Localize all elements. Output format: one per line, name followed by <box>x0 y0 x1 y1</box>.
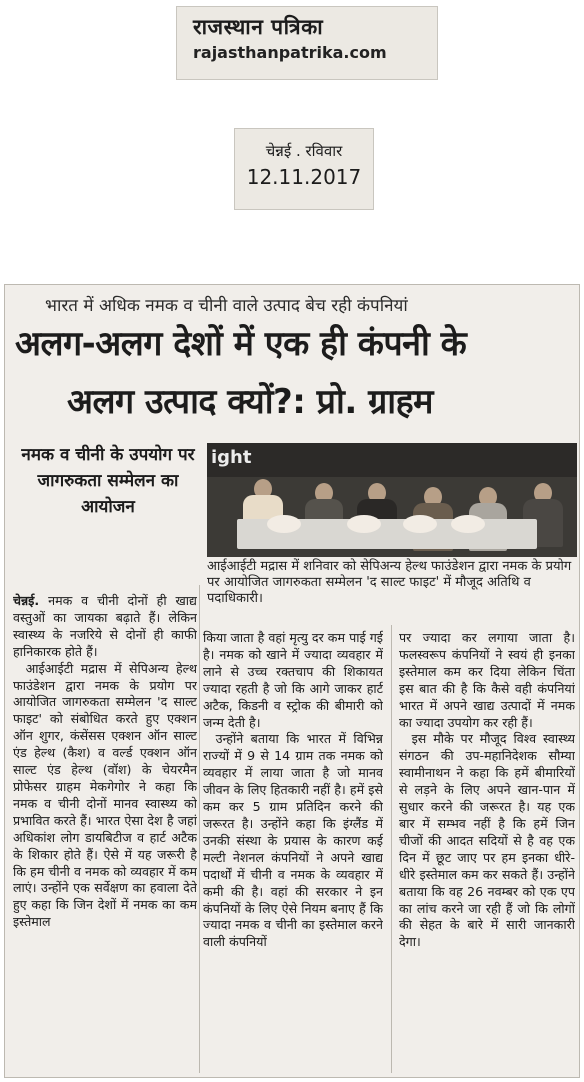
newspaper-website: rajasthanpatrika.com <box>193 43 387 62</box>
photo-caption: आईआईटी मद्रास में शनिवार को सेपिअन्य हेल्थ फाउंडेशन द्वारा नमक के प्रयोग पर आयोजित जागरुकता सम्मेलन 'द साल्ट फाइट' में मौजूद अतिथि व पदाधिकारी। <box>207 559 572 606</box>
paragraph: आईआईटी मद्रास में सेपिअन्य हेल्थ फाउंडेशन द्वारा नमक के प्रयोग पर आयोजित जागरुकता सम्मेलन 'द साल्ट फाइट' को संबोधित करते हुए एक्शन ऑन शुगर, कंसेंसस एक्शन ऑन साल्ट एंड हेल्थ (कैश) व वर्ल्ड एक्शन ऑन साल्ट एंड हेल्थ (वॉश) के चेयरमैन प्रोफेसर ग्राहम मेकगेगोर ने कहा कि नमक व चीनी दोनों मानव स्वास्थ्य को प्रभावित करते हैं। भारत ऐसा देश है जहां अधिकांश लोग डायबिटीज व हार्ट अटैक के शिकार होते हैं। ऐसे में यह जरूरी है कि हम चीनी व नमक को व्यवहार में कम लाएं। उन्होंने एक सर्वेक्षण का हवाला देते हुए कहा कि जिन देशों में नमक का कम इस्तेमाल <box>13 660 197 930</box>
flower-bouquet <box>451 515 485 533</box>
masthead-clipping <box>176 6 438 80</box>
newspaper-name: राजस्थान पत्रिका <box>193 15 324 39</box>
headline-line-1: अलग-अलग देशों में एक ही कंपनी के <box>15 324 467 364</box>
flower-bouquet <box>403 515 437 533</box>
article-clipping <box>4 284 580 1078</box>
paragraph: पर ज्यादा कर लगाया जाता है। फलस्वरूप कंपनियों ने स्वयं ही इनका इस्तेमाल कम कर दिया लेकिन चिंता इस बात की है कि कैसे वही कंपनियां भारत में अपने खाद्य उत्पादों में नमक का ज्यादा उपयोग कर रही हैं। <box>399 630 575 730</box>
body-column-2 <box>203 630 383 1075</box>
event-photo <box>207 443 577 557</box>
flower-bouquet <box>267 515 301 533</box>
lead-dateline: चेन्नई. <box>13 593 40 608</box>
column-divider <box>391 625 392 1073</box>
paragraph: इस मौके पर मौजूद विश्व स्वास्थ्य संगठन की उप-महानिदेशक सौम्या स्वामीनाथन ने कहा कि हमें बीमारियों से लड़ने के लिए अपने खान-पान में सुधार करने की जरूरत है। यह एक बार में सम्भव नहीं है कि हमें जिन चीजों की आदत सदियों से है वह एक दिन में छूट जाए पर हम इनका धीरे-धीरे इस्तेमाल कम कर सकते हैं। उन्होंने बताया कि वह 26 नवम्बर को एक एप का लांच करने जा रही हैं जो कि लोगों की सेहत के बारे में सारी जानकारी देगा। <box>399 731 575 950</box>
publication-date: 12.11.2017 <box>246 165 362 189</box>
body-column-1 <box>13 593 197 1073</box>
flower-bouquet <box>347 515 381 533</box>
paragraph: नमक व चीनी दोनों ही खाद्य वस्तुओं का जायका बढ़ाते हैं। लेकिन स्वास्थ्य के नजरिये से दोनों ही काफी हानिकारक होते हैं। <box>13 593 197 659</box>
dateline-clipping <box>234 128 374 210</box>
paragraph: उन्होंने बताया कि भारत में विभिन्न राज्यों में 9 से 14 ग्राम तक नमक को व्यवहार में लाया जाता है जो मानव जीवन के लिए हितकारी नहीं है। हमें इसे कम कर 5 ग्राम प्रतिदिन करने की जरूरत है। उन्होंने कहा कि इंग्लैंड में उनकी संस्था के प्रयास के कारण कई मल्टी नेशनल कंपनियों ने अपने खाद्य पदार्थों में चीनी व नमक के व्यवहार में कमी की है। वहां की सरकार ने इन कंपनियों के लिए ऐसे नियम बनाए हैं कि ज्यादा नमक व चीनी का इस्तेमाल करने वाली कंपनियों <box>203 731 383 950</box>
article-kicker: भारत में अधिक नमक व चीनी वाले उत्पाद बेच रही कंपनियां <box>45 296 408 316</box>
headline-line-2: अलग उत्पाद क्यों?: प्रो. ग्राहम <box>67 382 433 422</box>
body-column-3 <box>399 630 575 1075</box>
article-subhead: नमक व चीनी के उपयोग पर जागरुकता सम्मेलन का आयोजन <box>21 445 195 517</box>
city-day: चेन्नई . रविवार <box>265 142 343 160</box>
backdrop-banner <box>207 443 577 477</box>
backdrop-text: ight <box>211 447 252 468</box>
column-divider <box>199 585 200 1073</box>
paragraph: किया जाता है वहां मृत्यु दर कम पाई गई है। नमक को खाने में ज्यादा व्यवहार में लाने से उच्च रक्तचाप की शिकायत ज्यादा रहती है जो कि आगे जाकर हार्ट अटैक, किडनी व स्ट्रोक की बीमारी को जन्म देती है। <box>203 630 383 730</box>
